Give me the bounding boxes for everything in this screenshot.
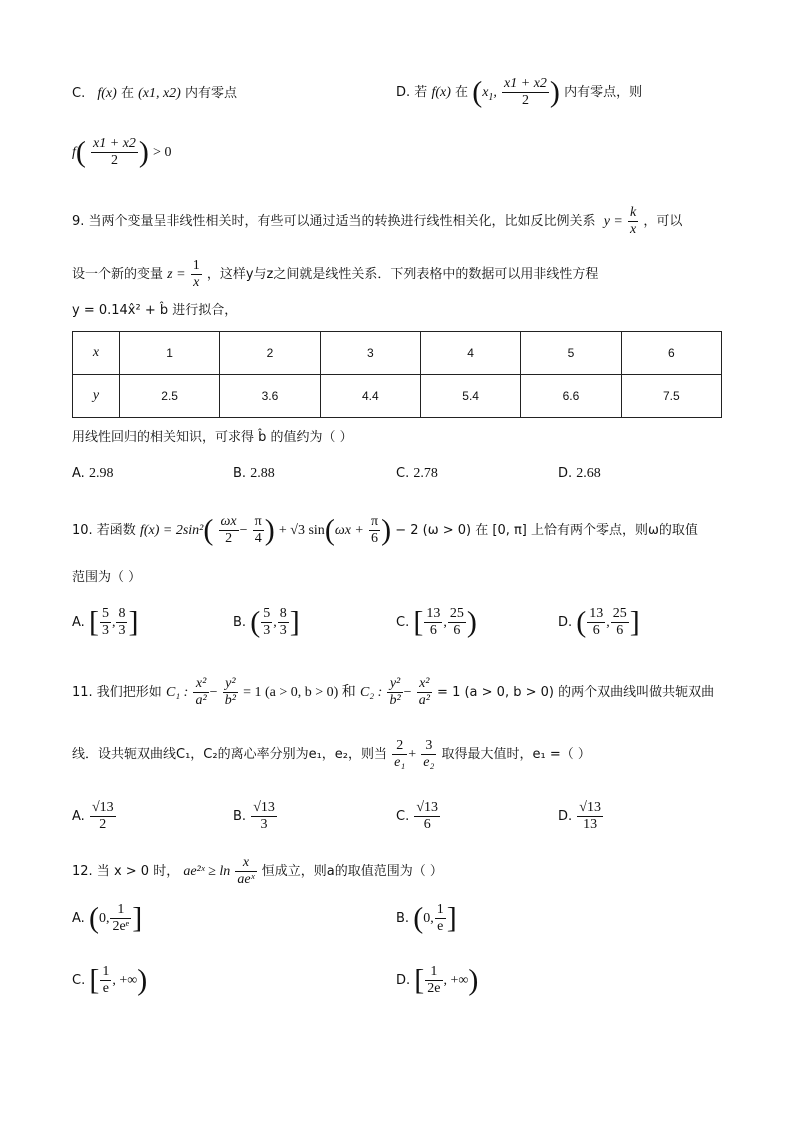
q10-option-d[interactable]: D. ( $\frac{13}{6}$ , $\frac{25}{6}$ ] — [558, 605, 640, 639]
q9-question: 用线性回归的相关知识，可求得 b̂ 的值约为（ ） — [72, 430, 353, 445]
q9-stem-line1: 9. 当两个变量呈非线性相关时，有些可以通过适当的转换进行线性相关化，比如反比例关系 y = $\frac{k}{x}$ ，可以 — [72, 205, 683, 237]
q11-stem-line2: 线．设共轭双曲线C₁，C₂的离心率分别为e₁，e₂，则当 $\frac{2}{\text{e₁}}$ + $\frac{3}{\text{e₂}}$ 取得最大值时，e₁ =（ ） — [72, 738, 591, 770]
table-cell: 4.4 — [320, 375, 420, 418]
q11-option-a[interactable]: A. $\frac{√13}{2}$ — [72, 800, 114, 832]
q9-option-d[interactable]: D. 2.68 — [558, 466, 601, 481]
table-cell: 2 — [220, 332, 320, 375]
table-header-x: x — [73, 332, 120, 375]
table-cell: 4 — [420, 332, 520, 375]
table-cell: 1 — [119, 332, 219, 375]
table-cell: 6 — [621, 332, 721, 375]
table-cell: 5.4 — [420, 375, 520, 418]
table-cell: 7.5 — [621, 375, 721, 418]
q8-option-d: D. 若 f(x) 在 ($x_1$, $\frac{x1 + x2}{2}$ ) 内有零点，则 — [396, 75, 643, 109]
q8-option-c: C. f(x) 在 (x1, x2) 内有零点 — [72, 86, 238, 101]
interval: (x1, x2) — [138, 86, 181, 101]
table-cell: 2.5 — [119, 375, 219, 418]
table-cell: 6.6 — [521, 375, 621, 418]
q10-option-c[interactable]: C. [ $\frac{13}{6}$ , $\frac{25}{6}$ ) — [396, 605, 477, 639]
q10-stem-line2: 范围为（ ） — [72, 570, 142, 585]
q11-stem-line1: 11. 我们把形如 C₁ : $\frac{\text{x²}}{\text{a²}}$ − $\frac{\text{y²}}{\text{b²}}$ = 1 (a > 0, b > 0) 和 C₂ : $\frac{\text{y²}}{\text{b²}}$ − $\frac{\text{x²}}{\text{a²}}$ = 1 (a > 0, b > 0) 的两个双曲线叫做共轭双曲 — [72, 676, 715, 708]
q12-stem: 12. 当 x > 0 时， ae²ˣ ≥ ln $\frac{x}{\text{aeˣ}}$ 恒成立，则a的取值范围为（ ） — [72, 855, 443, 887]
q10-stem-line1: 10. 若函数 f(x) = 2sin²( $\frac{\omega x}{2}$ − $\frac{\pi}{4}$ ) + √3 sin(ωx + $\frac{\pi}{6}$ ) − 2 (ω > 0) 在 [0, π] 上恰有两个零点，则ω的取值 — [72, 513, 698, 547]
q9-option-a[interactable]: A. 2.98 — [72, 466, 114, 481]
q12-option-c[interactable]: C. [ $\frac{1}{e}$ , +∞) — [72, 963, 148, 997]
q10-option-b[interactable]: B. ( $\frac{5}{3}$ , $\frac{8}{3}$ ] — [233, 605, 300, 639]
q11-option-d[interactable]: D. $\frac{√13}{13}$ — [558, 800, 601, 832]
q9-option-b[interactable]: B. 2.88 — [233, 466, 275, 481]
midpoint-fraction: $\frac{x1 + x2}{2}$ — [504, 76, 547, 108]
fx-expr: f(x) — [97, 86, 117, 101]
q12-option-b[interactable]: B. (0, $\frac{1}{e}$ ] — [396, 901, 457, 935]
q11-option-c[interactable]: C. $\frac{√13}{6}$ — [396, 800, 439, 832]
table-cell: 3 — [320, 332, 420, 375]
table-row — [73, 332, 722, 375]
q9-option-c[interactable]: C. 2.78 — [396, 466, 438, 481]
table-row — [73, 375, 722, 418]
q10-option-a[interactable]: A. [ $\frac{5}{3}$ , $\frac{8}{3}$ ] — [72, 605, 139, 639]
q12-option-d[interactable]: D. [ $\frac{1}{2e}$ , +∞) — [396, 963, 479, 997]
q11-option-b[interactable]: B. $\frac{√13}{3}$ — [233, 800, 275, 832]
table-header-y: y — [73, 375, 120, 418]
data-table — [72, 331, 722, 418]
q9-stem-line3: y = 0.14x̂² + b̂ 进行拟合， — [72, 303, 238, 318]
q9-stem-line2: 设一个新的变量 z = $\frac{1}{x}$ ，这样y与z之间就是线性关系．下列表格中的数据可以用非线性方程 — [72, 258, 599, 290]
q8-option-d-continued: f( $\frac{x1 + x2}{2}$ ) > 0 — [72, 135, 172, 169]
q12-option-a[interactable]: A. (0, $\frac{1}{\text{2eᵉ}}$ ] — [72, 901, 143, 935]
table-cell: 3.6 — [220, 375, 320, 418]
table-cell: 5 — [521, 332, 621, 375]
